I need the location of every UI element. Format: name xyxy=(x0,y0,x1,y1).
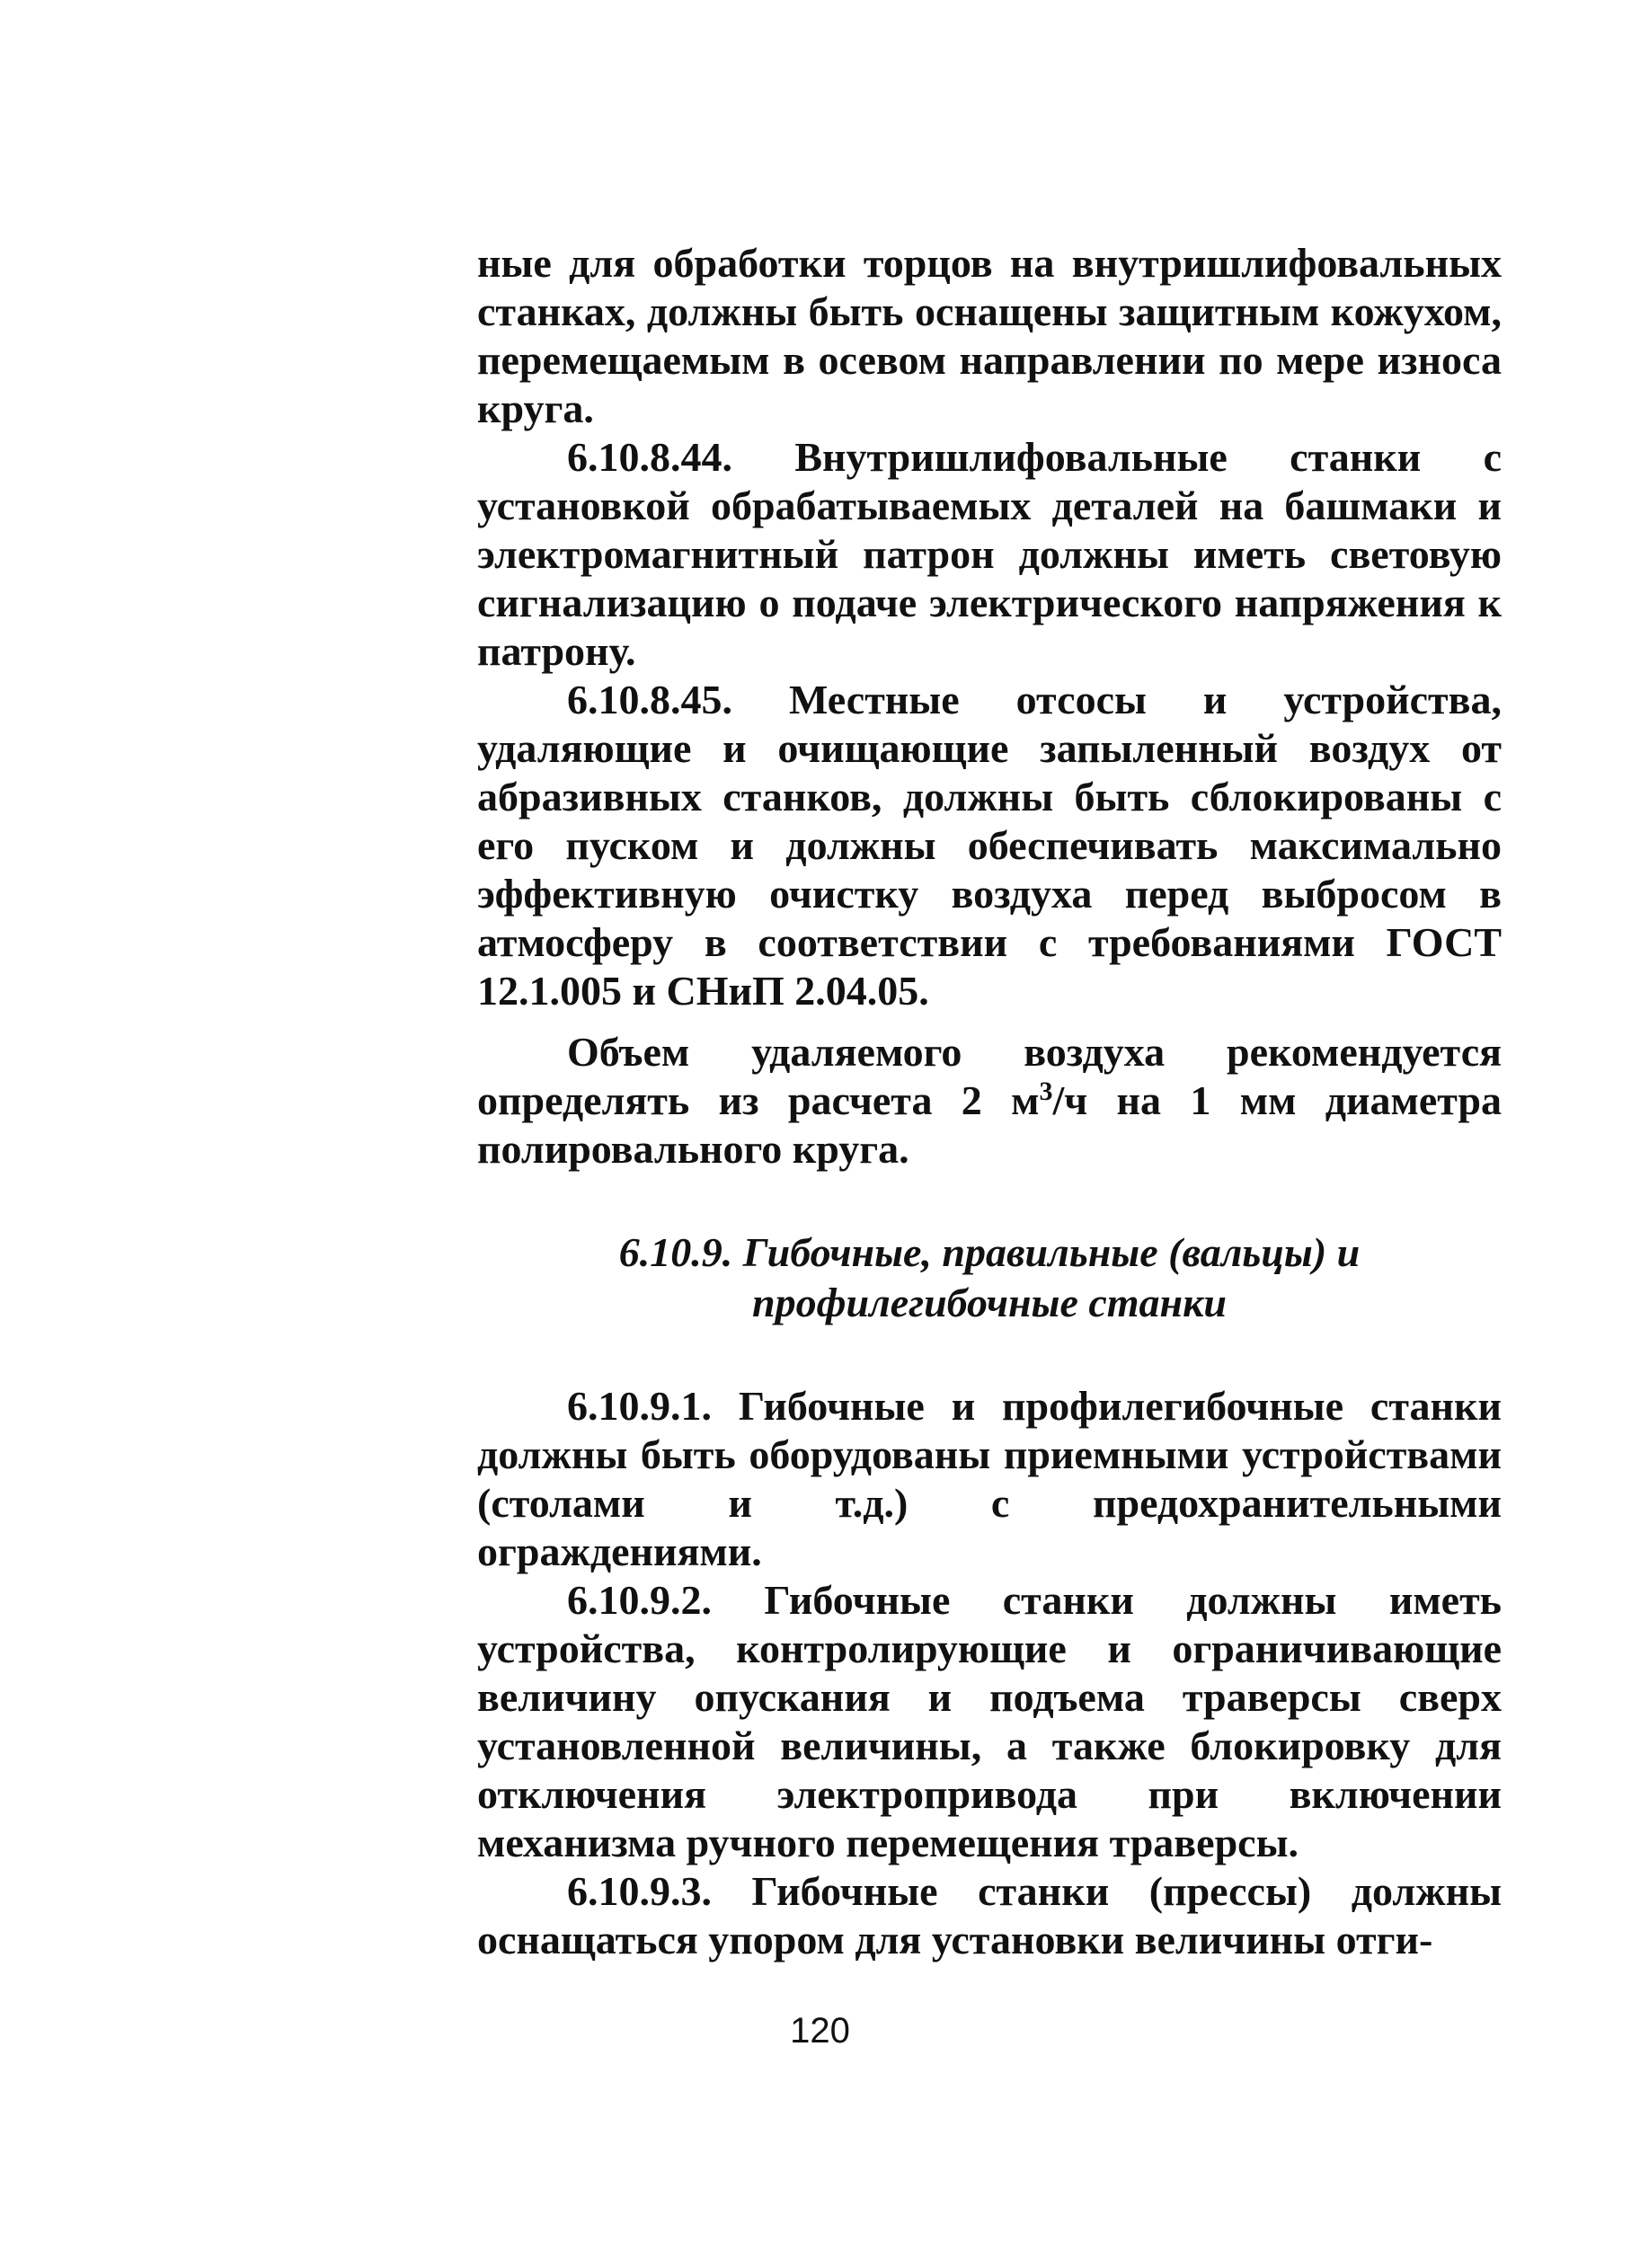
air-volume-text-before: Объем удаляемого воздуха рекомендуется определять из расчета 2 м xyxy=(477,1029,1502,1123)
air-volume-superscript: 3 xyxy=(1039,1076,1053,1106)
document-page xyxy=(477,239,1502,1964)
paragraph-air-volume xyxy=(477,1028,1502,1174)
paragraph-6-10-8-44: 6.10.8.44. Внутришлифовальные станки с установкой обрабатываемых деталей на башмаки и электромагнитный патрон должны иметь световую сигнализацию о подаче электрического напряжения к патрону. xyxy=(477,434,1502,674)
paragraph-6-10-8-45: 6.10.8.45. Местные отсосы и устройства, удаляющие и очищающие запыленный воздух от абразивных станков, должны быть сблокированы с его пуском и должны обеспечивать максимально эффективную очистку воздуха перед выбросом в атмосферу в соответствии с требованиями ГОСТ 12.1.005 и СНиП 2.04.05. xyxy=(477,677,1502,1014)
paragraph-6-10-9-1: 6.10.9.1. Гибочные и профилегибочные станки должны быть оборудованы приемными устройствами (столами и т.д.) с предохранительными ограждениями. xyxy=(477,1383,1502,1574)
paragraph-6-10-9-3: 6.10.9.3. Гибочные станки (прессы) должны оснащаться упором для установки величины отги- xyxy=(477,1868,1502,1962)
paragraph-6-10-9-2: 6.10.9.2. Гибочные станки должны иметь устройства, контролирующие и ограничивающие величину опускания и подъема траверсы сверх установленной величины, а также блокировку для отключения электропривода при включении механизма ручного перемещения траверсы. xyxy=(477,1577,1502,1865)
section-heading-6-10-9: 6.10.9. Гибочные, правильные (вальцы) и профилегибочные станки xyxy=(618,1229,1361,1325)
page-number: 120 xyxy=(790,2011,850,2051)
paragraph-continued: ные для обработки торцов на внутришлифовальных станках, должны быть оснащены защитным кожухом, перемещаемым в осевом направлении по мере износа круга. xyxy=(477,240,1502,431)
air-volume-text-after: /ч на 1 мм диаметра полировального круга. xyxy=(477,1077,1502,1172)
